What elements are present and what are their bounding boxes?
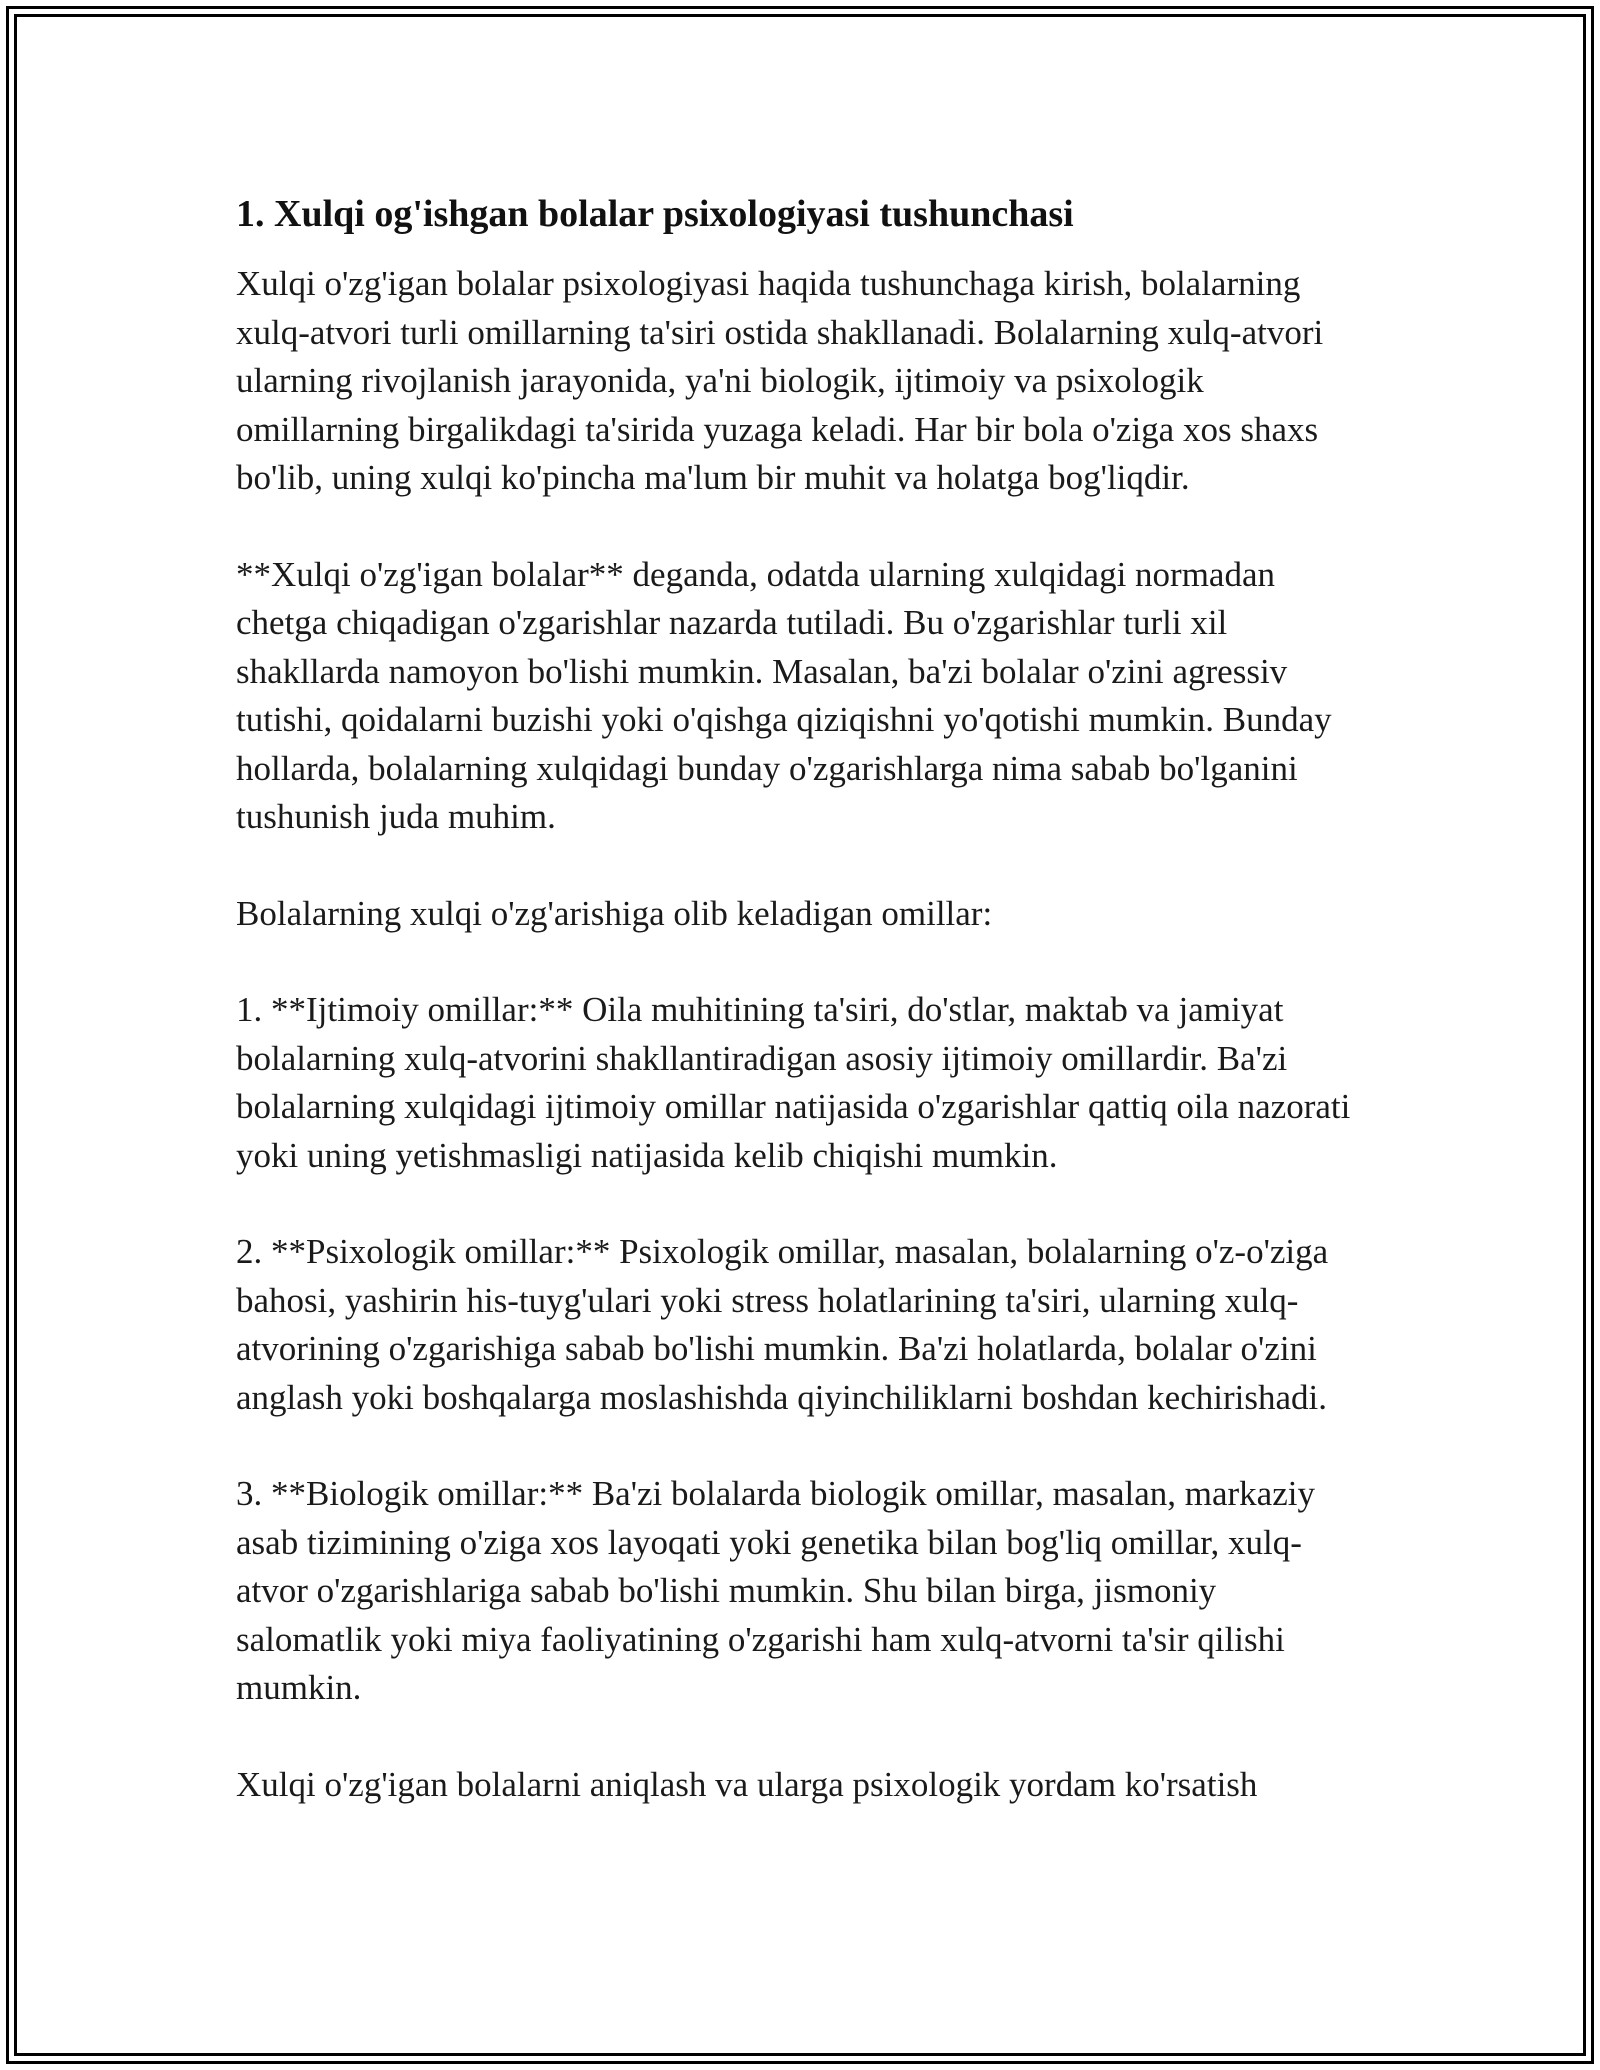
biological-factors-paragraph: 3. **Biologik omillar:** Ba'zi bolalarda biologik omillar, masalan, markaziy asab tizimining o'ziga xos layoqati yoki genetika bilan bog'liq omillar, xulq-atvor o'zgarishlariga sabab bo'lishi mumkin. Shu bilan birga, jismoniy salomatlik yoki miya faoliyatining o'zgarishi ham xulq-atvorni ta'sir qilishi mumkin. (236, 1474, 1315, 1707)
psychological-factors-paragraph: 2. **Psixologik omillar:** Psixologik omillar, masalan, bolalarning o'z-o'ziga bahosi, yashirin his-tuyg'ulari yoki stress holatlarining ta'siri, ularning xulq-atvorining o'zgarishiga sabab bo'lishi mumkin. Ba'zi holatlarda, bolalar o'zini anglash yoki boshqalarga moslashishda qiyinchiliklarni boshdan kechirishadi. (236, 1232, 1329, 1417)
definition-paragraph: **Xulqi o'zg'igan bolalar** deganda, odatda ularning xulqidagi normadan chetga chiqadigan o'zgarishlar nazarda tutiladi. Bu o'zgarishlar turli xil shakllarda namoyon bo'lishi mumkin. Masalan, ba'zi bolalar o'zini agressiv tutishi, qoidalarni buzishi yoki o'qishga qiziqishni yo'qotishi mumkin. Bunday hollarda, bolalarning xulqidagi bunday o'zgarishlarga nima sabab bo'lganini tushunish juda muhim. (236, 554, 1332, 836)
section-heading: 1. Xulqi og'ishgan bolalar psixologiyasi tushunchasi (236, 193, 1074, 235)
intro-paragraph: Xulqi o'zg'igan bolalar psixologiyasi haqida tushunchaga kirish, bolalarning xulq-atvori turli omillarning ta'siri ostida shakllanadi. Bolalarning xulq-atvori ularning rivojlanish jarayonida, ya'ni biologik, ijtimoiy va psixologik omillarning birgalikdagi ta'sirida yuzaga keladi. Har bir bola o'ziga xos shaxs bo'lib, uning xulqi ko'pincha ma'lum bir muhit va holatga bog'liqdir. (236, 264, 1324, 497)
closing-paragraph: Xulqi o'zg'igan bolalarni aniqlash va ularga psixologik yordam ko'rsatish (236, 1764, 1258, 1804)
document-body (236, 188, 1366, 1857)
social-factors-paragraph: 1. **Ijtimoiy omillar:** Oila muhitining ta'siri, do'stlar, maktab va jamiyat bolalarning xulq-atvorini shakllantiradigan asosiy ijtimoiy omillardir. Ba'zi bolalarning xulqidagi ijtimoiy omillar natijasida o'zgarishlar qattiq oila nazorati yoki uning yetishmasligi natijasida kelib chiqishi mumkin. (236, 990, 1351, 1175)
factors-intro-paragraph: Bolalarning xulqi o'zg'arishiga olib keladigan omillar: (236, 893, 993, 933)
